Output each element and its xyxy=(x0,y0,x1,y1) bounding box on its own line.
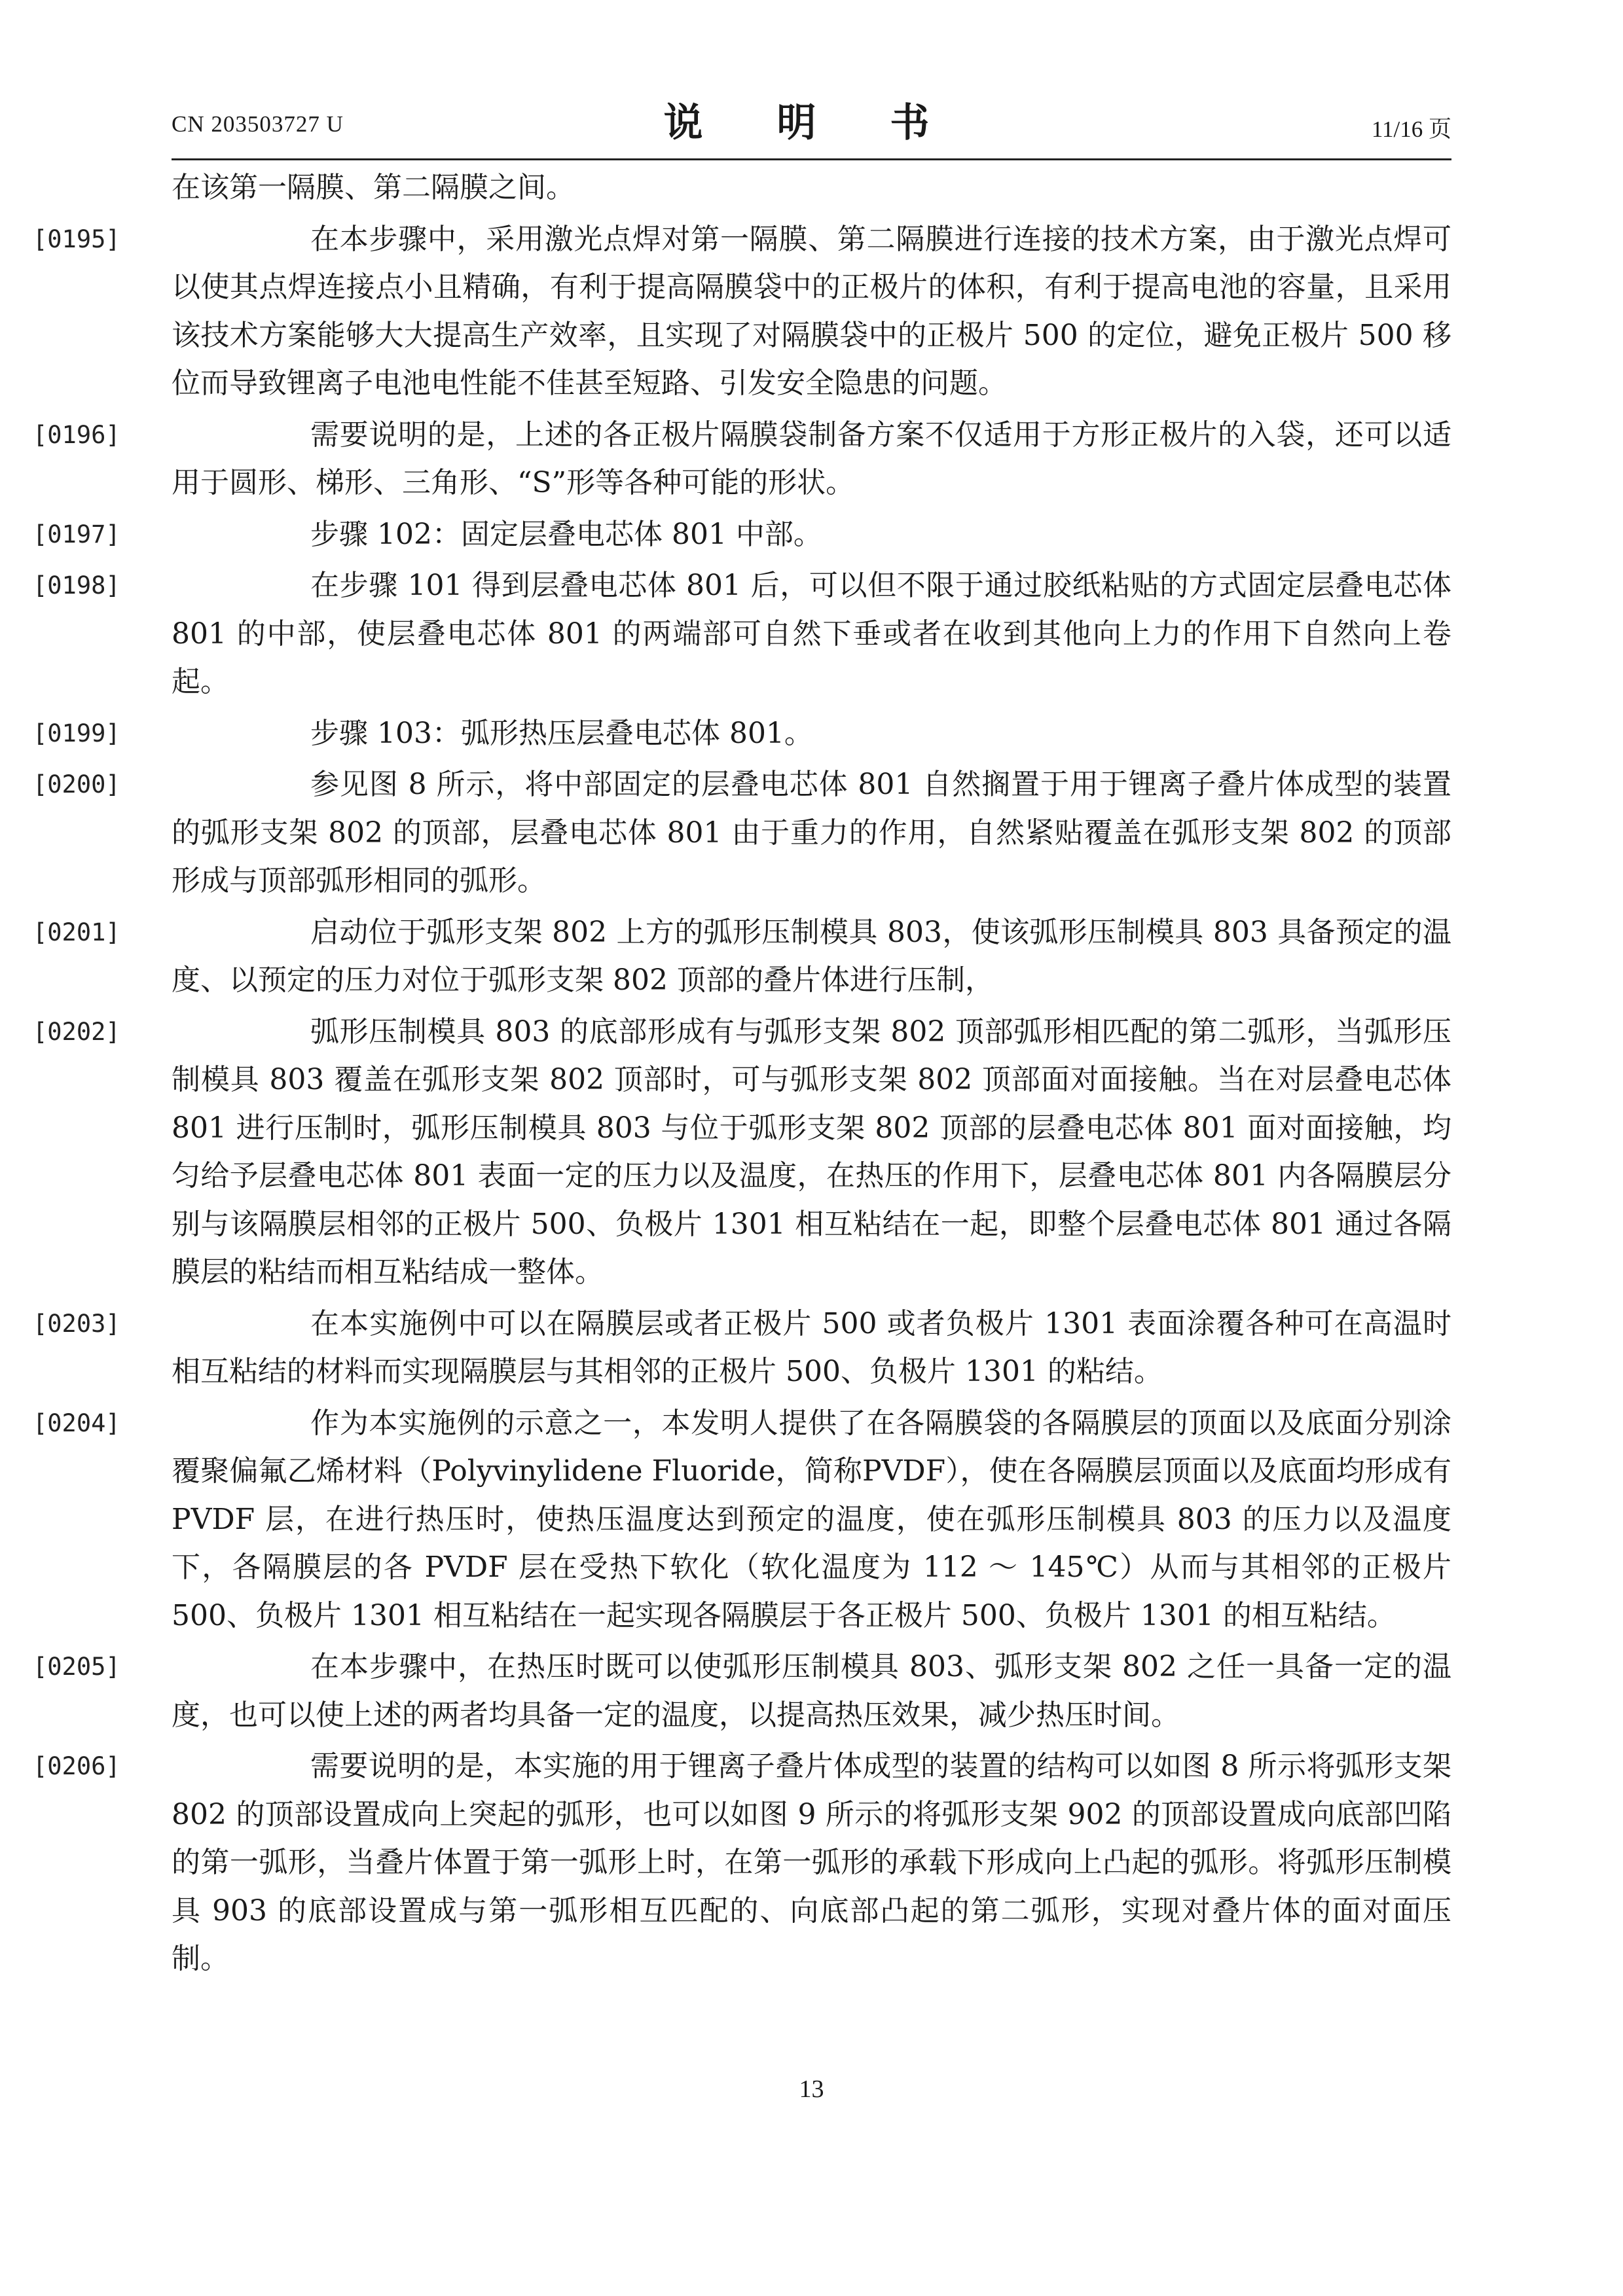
paragraph xyxy=(33,709,1451,758)
paragraph-number: [0196] xyxy=(33,420,120,449)
paragraph-number: [0203] xyxy=(33,1309,120,1338)
page-header xyxy=(172,92,1451,154)
page-indicator: 11/16 页 xyxy=(1371,117,1451,142)
paragraph-text: 作为本实施例的示意之一，本发明人提供了在各隔膜袋的各隔膜层的顶面以及底面分别涂覆聚偏氟乙烯材料（Polyvinylidene Fluoride，简称PVDF），使在各隔膜层顶面以及底面均形成有 PVDF 层，在进行热压时，使热压温度达到预定的温度，使在弧形压制模具 803 的压力以及温度下，各隔膜层的各 PVDF 层在受热下软化（软化温度为 112 ～ 145℃）从而与其相邻的正极片 500、负极片 1301 相互粘结在一起实现各隔膜层于各正极片 500、负极片 1301 的相互粘结。 xyxy=(172,1406,1451,1632)
page-number: 13 xyxy=(799,2075,824,2103)
paragraph xyxy=(33,511,1451,559)
paragraph xyxy=(33,1643,1451,1739)
paragraph xyxy=(33,1008,1451,1297)
paragraph-text: 需要说明的是，上述的各正极片隔膜袋制备方案不仅适用于方形正极片的入袋，还可以适用于圆形、梯形、三角形、“S”形等各种可能的形状。 xyxy=(172,418,1451,499)
document-body xyxy=(33,164,1451,1986)
paragraph-number: [0198] xyxy=(33,571,120,600)
paragraph-text: 在本步骤中，在热压时既可以使弧形压制模具 803、弧形支架 802 之任一具备一定的温度，也可以使上述的两者均具备一定的温度，以提高热压效果，减少热压时间。 xyxy=(172,1650,1451,1732)
paragraph-text: 启动位于弧形支架 802 上方的弧形压制模具 803，使该弧形压制模具 803 具备预定的温度、以预定的压力对位于弧形支架 802 顶部的叠片体进行压制， xyxy=(172,915,1451,997)
paragraph-text: 弧形压制模具 803 的底部形成有与弧形支架 802 顶部弧形相匹配的第二弧形，当弧形压制模具 803 覆盖在弧形支架 802 顶部时，可与弧形支架 802 顶部面对面接触。当在对层叠电芯体 801 进行压制时，弧形压制模具 803 与位于弧形支架 802 顶部的层叠电芯体 801 面对面接触，均匀给予层叠电芯体 801 表面一定的压力以及温度，在热压的作用下，层叠电芯体 801 内各隔膜层分别与该隔膜层相邻的正极片 500、负极片 1301 相互粘结在一起，即整个层叠电芯体 801 通过各隔膜层的粘结而相互粘结成一整体。 xyxy=(172,1014,1451,1289)
paragraph xyxy=(33,908,1451,1005)
paragraph-number: [0202] xyxy=(33,1017,120,1046)
paragraph xyxy=(33,562,1451,706)
patent-number: CN 203503727 U xyxy=(172,111,344,137)
paragraph-text: 需要说明的是，本实施的用于锂离子叠片体成型的装置的结构可以如图 8 所示将弧形支架 802 的顶部设置成向上突起的弧形，也可以如图 9 所示的将弧形支架 902 的顶部设置成向底部凹陷的第一弧形，当叠片体置于第一弧形上时，在第一弧形的承载下形成向上凸起的弧形。将弧形压制模具 903 的底部设置成与第一弧形相互匹配的、向底部凸起的第二弧形，实现对叠片体的面对面压制。 xyxy=(172,1749,1451,1975)
header-divider xyxy=(172,158,1451,160)
paragraph-number: [0201] xyxy=(33,918,120,946)
paragraph-text: 在步骤 101 得到层叠电芯体 801 后，可以但不限于通过胶纸粘贴的方式固定层叠电芯体 801 的中部，使层叠电芯体 801 的两端部可自然下垂或者在收到其他向上力的作用下自然向上卷起。 xyxy=(172,569,1451,698)
paragraph-text: 在本实施例中可以在隔膜层或者正极片 500 或者负极片 1301 表面涂覆各种可在高温时相互粘结的材料而实现隔膜层与其相邻的正极片 500、负极片 1301 的粘结。 xyxy=(172,1306,1451,1388)
paragraph-number: [0199] xyxy=(33,719,120,747)
paragraph-number: [0206] xyxy=(33,1752,120,1780)
paragraph-text: 参见图 8 所示，将中部固定的层叠电芯体 801 自然搁置于用于锂离子叠片体成型的装置的弧形支架 802 的顶部，层叠电芯体 801 由于重力的作用，自然紧贴覆盖在弧形支架 802 的顶部形成与顶部弧形相同的弧形。 xyxy=(172,768,1451,897)
paragraph xyxy=(33,215,1451,408)
paragraph-number: [0205] xyxy=(33,1653,120,1681)
paragraph xyxy=(33,1300,1451,1396)
paragraph-text: 在该第一隔膜、第二隔膜之间。 xyxy=(172,171,575,204)
paragraph-number: [0204] xyxy=(33,1408,120,1437)
paragraph xyxy=(33,411,1451,507)
paragraph-text: 步骤 102：固定层叠电芯体 801 中部。 xyxy=(310,517,822,551)
paragraph-number: [0195] xyxy=(33,224,120,253)
paragraph-number: [0200] xyxy=(33,770,120,798)
paragraph xyxy=(33,1399,1451,1640)
paragraph-text: 步骤 103：弧形热压层叠电芯体 801。 xyxy=(310,716,813,750)
paragraph xyxy=(33,1742,1451,1983)
paragraph-continuation xyxy=(172,164,1451,212)
paragraph-text: 在本步骤中，采用激光点焊对第一隔膜、第二隔膜进行连接的技术方案，由于激光点焊可以使其点焊连接点小且精确，有利于提高隔膜袋中的正极片的体积，有利于提高电池的容量，且采用该技术方案能够大大提高生产效率，且实现了对隔膜袋中的正极片 500 的定位，避免正极片 500 移位而导致锂离子电池电性能不佳甚至短路、引发安全隐患的问题。 xyxy=(172,222,1451,400)
document-title: 说 明 书 xyxy=(663,100,960,146)
paragraph xyxy=(33,761,1451,905)
paragraph-number: [0197] xyxy=(33,520,120,548)
